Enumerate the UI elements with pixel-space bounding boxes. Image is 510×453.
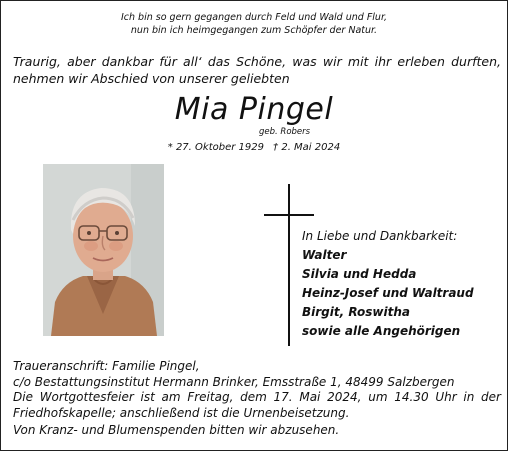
mourner-name: Heinz-Josef und Waltraud [302,286,474,300]
birth-date: * 27. Oktober 1929 [167,142,264,153]
death-date: † 2. Mai 2024 [273,142,341,153]
footer-info [13,359,501,439]
deceased-name: Mia Pingel [174,92,334,127]
mourners-heading: In Liebe und Dankbarkeit: [302,229,458,243]
address-line-2: c/o Bestattungsinstitut Hermann Brinker, Emsstraße 1, 48499 Salzbergen [13,374,455,389]
mourner-name: Silvia und Hedda [302,267,417,281]
mourner-name: Birgit, Roswitha [302,305,410,319]
cross-icon [288,184,290,346]
intro-text: Traurig, aber dankbar für all‘ das Schöne, was wir mit ihr erleben durften, nehmen wir Abschied von unserer geliebten [13,54,501,86]
portrait-photo [43,164,164,336]
birth-name: geb. Robers [259,127,311,137]
verse-line-1: Ich bin so gern gegangen durch Feld und Wald und Flur, [120,12,387,23]
cross-bar [264,214,314,216]
address-line-1: Traueranschrift: Familie Pingel, [13,359,200,373]
mourner-name: sowie alle Angehörigen [302,324,461,338]
life-dates [1,141,507,155]
service-info: Die Wortgottesfeier ist am Freitag, dem 17. Mai 2024, um 14.30 Uhr in der Friedhofskapelle; anschließend ist die Urnenbeisetzung. [13,390,501,420]
mourners-list [302,227,502,341]
mourner-name: Walter [302,248,347,262]
donation-note: Von Kranz- und Blumenspenden bitten wir abzusehen. [13,423,340,437]
verse [1,11,507,37]
verse-line-2: nun bin ich heimgegangen zum Schöpfer der Natur. [130,25,378,36]
portrait-illustration [43,164,164,336]
